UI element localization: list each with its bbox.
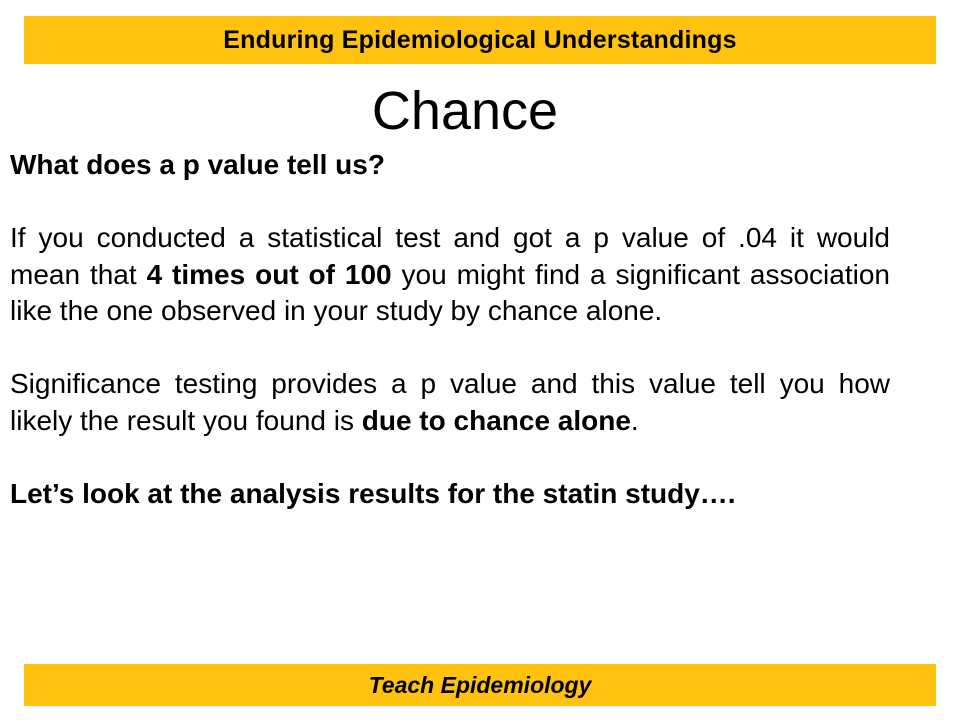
slide-body — [10, 147, 890, 512]
header-banner — [24, 16, 936, 64]
paragraph-text: you might find a significant association like the one observed in your study by chance alone. — [10, 258, 890, 326]
paragraph-text: If you conducted a statistical test and got a p value of .04 it would mean that — [10, 222, 890, 290]
header-banner-text: Enduring Epidemiological Understandings — [223, 25, 737, 54]
footer-banner-text: Teach Epidemiology — [368, 671, 592, 698]
footer-banner — [24, 664, 936, 706]
call-to-action: Let’s look at the analysis results for the statin study…. — [10, 477, 736, 509]
question-heading: What does a p value tell us? — [10, 149, 385, 180]
paragraph-p-value-meaning — [10, 220, 890, 330]
spacer — [10, 330, 890, 367]
spacer — [10, 184, 890, 221]
emphasis-text: due to chance alone — [361, 404, 631, 436]
paragraph-text: Significance testing provides a p value and this value tell you how likely the result you found is — [10, 368, 890, 436]
paragraph-text: . — [630, 404, 639, 436]
paragraph-significance-testing — [10, 366, 890, 439]
emphasis-text: 4 times out of 100 — [146, 258, 392, 290]
slide-title: Chance — [371, 81, 559, 141]
spacer — [10, 439, 890, 476]
